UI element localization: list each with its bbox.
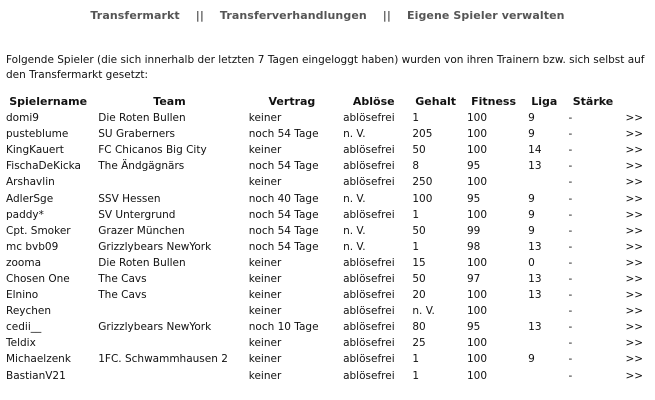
table-row <box>2 303 655 319</box>
strength-cell: - <box>568 305 573 318</box>
fitness-cell: 100 <box>466 337 488 350</box>
team-name-cell: Grizzlybears NewYork <box>98 240 212 253</box>
strength-cell: - <box>568 128 573 141</box>
table-row <box>2 271 655 287</box>
transfer-fee-cell: ablösefrei <box>343 305 395 318</box>
transfer-fee-cell: ablösefrei <box>343 160 395 173</box>
contract-cell: noch 10 Tage <box>248 321 319 334</box>
league-cell: 9 <box>528 208 535 221</box>
fitness-cell: 100 <box>466 305 488 318</box>
league-cell <box>524 368 564 384</box>
transfer-fee-cell: ablösefrei <box>343 256 395 269</box>
transfer-fee-cell: ablösefrei <box>343 321 395 334</box>
table-row <box>2 190 655 206</box>
team-name-cell: The Ändgägnärs <box>98 160 185 173</box>
league-cell: 0 <box>528 256 535 269</box>
fitness-cell: 98 <box>466 240 481 253</box>
strength-cell: - <box>568 112 573 125</box>
fitness-cell: 100 <box>466 369 488 382</box>
player-name-cell: Cpt. Smoker <box>6 224 71 237</box>
player-name-cell: Arshavlin <box>6 176 55 189</box>
team-name-cell: Grazer München <box>98 224 185 237</box>
salary-cell: 25 <box>412 337 426 350</box>
salary-cell: 250 <box>412 176 433 189</box>
contract-cell: noch 54 Tage <box>248 128 319 141</box>
player-detail-link[interactable]: >> <box>625 208 644 221</box>
detail-link-cell <box>621 223 655 239</box>
team-name-cell: Die Roten Bullen <box>98 112 186 125</box>
league-cell <box>524 174 564 190</box>
header-abloese: Ablöse <box>352 95 395 108</box>
team-name-cell <box>94 335 245 351</box>
league-cell: 9 <box>528 224 535 237</box>
fitness-cell: 95 <box>466 160 481 173</box>
detail-link-cell <box>621 142 655 158</box>
table-row <box>2 207 655 223</box>
salary-cell: 1 <box>412 353 420 366</box>
fitness-cell: 100 <box>466 208 488 221</box>
detail-link-cell <box>621 255 655 271</box>
player-name-cell: paddy* <box>6 208 44 221</box>
player-name-cell: Elnino <box>6 289 39 302</box>
transfer-fee-cell: ablösefrei <box>343 337 395 350</box>
transfer-fee-cell: ablösefrei <box>343 208 395 221</box>
league-cell: 13 <box>528 321 542 334</box>
nav-transferverhandlungen[interactable]: Transferverhandlungen <box>219 9 367 22</box>
player-detail-link[interactable]: >> <box>625 289 644 302</box>
strength-cell: - <box>568 337 573 350</box>
fitness-cell: 100 <box>466 353 488 366</box>
detail-link-cell <box>621 368 655 384</box>
detail-link-cell <box>621 110 655 126</box>
player-detail-link[interactable]: >> <box>625 240 644 253</box>
league-cell <box>524 335 564 351</box>
fitness-cell: 100 <box>466 144 488 157</box>
player-detail-link[interactable]: >> <box>625 112 644 125</box>
strength-cell: - <box>568 272 573 285</box>
league-cell: 9 <box>528 192 535 205</box>
fitness-cell: 95 <box>466 192 481 205</box>
fitness-cell: 95 <box>466 321 481 334</box>
table-row <box>2 142 655 158</box>
fitness-cell: 100 <box>466 176 488 189</box>
top-navigation <box>0 9 655 22</box>
strength-cell: - <box>568 353 573 366</box>
header-team: Team <box>153 95 186 108</box>
transfer-fee-cell: n. V. <box>343 224 366 237</box>
fitness-cell: 99 <box>466 224 481 237</box>
contract-cell: noch 54 Tage <box>248 160 319 173</box>
contract-cell: keiner <box>248 112 282 125</box>
contract-cell: keiner <box>248 305 282 318</box>
player-detail-link[interactable]: >> <box>625 369 644 382</box>
contract-cell: keiner <box>248 353 282 366</box>
player-detail-link[interactable]: >> <box>625 305 644 318</box>
team-name-cell: Grizzlybears NewYork <box>98 321 212 334</box>
salary-cell: 80 <box>412 321 426 334</box>
detail-link-cell <box>621 158 655 174</box>
team-name-cell: SSV Hessen <box>98 192 161 205</box>
salary-cell: 50 <box>412 272 426 285</box>
player-detail-link[interactable]: >> <box>625 160 644 173</box>
detail-link-cell <box>621 207 655 223</box>
salary-cell: 20 <box>412 289 426 302</box>
contract-cell: noch 40 Tage <box>248 192 319 205</box>
player-detail-link[interactable]: >> <box>625 128 644 141</box>
salary-cell: 1 <box>412 112 420 125</box>
transfer-fee-cell: ablösefrei <box>343 353 395 366</box>
player-name-cell: BastianV21 <box>6 369 66 382</box>
player-name-cell: Reychen <box>6 305 52 318</box>
salary-cell: 1 <box>412 208 420 221</box>
contract-cell: noch 54 Tage <box>248 208 319 221</box>
detail-link-cell <box>621 351 655 367</box>
contract-cell: keiner <box>248 144 282 157</box>
team-name-cell: FC Chicanos Big City <box>98 144 207 157</box>
detail-link-cell <box>621 126 655 142</box>
player-name-cell: FischaDeKicka <box>6 160 81 173</box>
table-row <box>2 174 655 190</box>
detail-link-cell <box>621 303 655 319</box>
nav-eigene-spieler-verwalten[interactable]: Eigene Spieler verwalten <box>406 9 565 22</box>
contract-cell: keiner <box>248 369 282 382</box>
salary-cell: 15 <box>412 256 426 269</box>
table-header-row <box>2 93 655 110</box>
contract-cell: keiner <box>248 289 282 302</box>
strength-cell: - <box>568 289 573 302</box>
league-cell: 13 <box>528 240 542 253</box>
detail-link-cell <box>621 174 655 190</box>
salary-cell: 1 <box>412 369 420 382</box>
player-detail-link[interactable]: >> <box>625 337 644 350</box>
transfer-fee-cell: ablösefrei <box>343 369 395 382</box>
header-fitness: Fitness <box>471 95 517 108</box>
table-row <box>2 319 655 335</box>
header-gehalt: Gehalt <box>415 95 457 108</box>
league-cell: 14 <box>528 144 542 157</box>
strength-cell: - <box>568 208 573 221</box>
header-staerke: Stärke <box>572 95 614 108</box>
header-action <box>621 93 655 110</box>
player-name-cell: mc bvb09 <box>6 240 59 253</box>
detail-link-cell <box>621 271 655 287</box>
transfer-fee-cell: ablösefrei <box>343 289 395 302</box>
transfer-fee-cell: ablösefrei <box>343 144 395 157</box>
salary-cell: 50 <box>412 144 426 157</box>
contract-cell: keiner <box>248 337 282 350</box>
strength-cell: - <box>568 256 573 269</box>
header-spielername: Spielername <box>9 95 88 108</box>
table-row <box>2 223 655 239</box>
detail-link-cell <box>621 287 655 303</box>
table-row <box>2 158 655 174</box>
transfer-fee-cell: ablösefrei <box>343 176 395 189</box>
detail-link-cell <box>621 319 655 335</box>
header-liga: Liga <box>531 95 558 108</box>
player-name-cell: Teldix <box>6 337 36 350</box>
fitness-cell: 100 <box>466 289 488 302</box>
transfer-fee-cell: ablösefrei <box>343 272 395 285</box>
salary-cell: 8 <box>412 160 420 173</box>
player-name-cell: Chosen One <box>6 272 70 285</box>
player-name-cell: KingKauert <box>6 144 64 157</box>
transfer-fee-cell: n. V. <box>343 192 366 205</box>
table-row <box>2 255 655 271</box>
league-cell: 13 <box>528 289 542 302</box>
player-name-cell: pusteblume <box>6 128 69 141</box>
team-name-cell: Die Roten Bullen <box>98 256 186 269</box>
league-cell: 9 <box>528 128 535 141</box>
strength-cell: - <box>568 240 573 253</box>
transfer-fee-cell: ablösefrei <box>343 112 395 125</box>
detail-link-cell <box>621 335 655 351</box>
team-name-cell: The Cavs <box>98 272 147 285</box>
league-cell: 13 <box>528 272 542 285</box>
team-name-cell <box>94 368 245 384</box>
team-name-cell <box>94 303 245 319</box>
player-detail-link[interactable]: >> <box>625 224 644 237</box>
salary-cell: 1 <box>412 240 420 253</box>
team-name-cell: SU Graberners <box>98 128 175 141</box>
player-name-cell: domi9 <box>6 112 39 125</box>
salary-cell: n. V. <box>412 305 435 318</box>
contract-cell: noch 54 Tage <box>248 240 319 253</box>
strength-cell: - <box>568 176 573 189</box>
strength-cell: - <box>568 192 573 205</box>
league-cell: 9 <box>528 112 535 125</box>
salary-cell: 205 <box>412 128 433 141</box>
table-row <box>2 239 655 255</box>
player-detail-link[interactable]: >> <box>625 144 644 157</box>
intro-text: Folgende Spieler (die sich innerhalb der letzten 7 Tagen eingeloggt haben) wurden von ihren Trainern bzw. sich selbst auf den Transfermarkt gesetzt: <box>6 54 645 81</box>
strength-cell: - <box>568 160 573 173</box>
salary-cell: 50 <box>412 224 426 237</box>
nav-transfermarkt[interactable]: Transfermarkt <box>90 9 180 22</box>
team-name-cell <box>94 174 245 190</box>
strength-cell: - <box>568 144 573 157</box>
contract-cell: noch 54 Tage <box>248 224 319 237</box>
player-detail-link[interactable]: >> <box>625 176 644 189</box>
team-name-cell: The Cavs <box>98 289 147 302</box>
transfer-players-table <box>2 93 655 384</box>
table-row <box>2 351 655 367</box>
nav-separator: || <box>195 9 204 22</box>
league-cell: 13 <box>528 160 542 173</box>
detail-link-cell <box>621 239 655 255</box>
contract-cell: keiner <box>248 272 282 285</box>
strength-cell: - <box>568 224 573 237</box>
table-row <box>2 368 655 384</box>
player-name-cell: zooma <box>6 256 42 269</box>
nav-separator: || <box>382 9 392 22</box>
detail-link-cell <box>621 190 655 206</box>
contract-cell: keiner <box>248 256 282 269</box>
transfer-fee-cell: n. V. <box>343 128 366 141</box>
player-name-cell: AdlerSge <box>6 192 54 205</box>
table-row <box>2 126 655 142</box>
strength-cell: - <box>568 321 573 334</box>
table-row <box>2 287 655 303</box>
fitness-cell: 100 <box>466 256 488 269</box>
player-detail-link[interactable]: >> <box>625 353 644 366</box>
player-name-cell: Michaelzenk <box>6 353 71 366</box>
table-row <box>2 335 655 351</box>
header-vertrag: Vertrag <box>268 95 316 108</box>
salary-cell: 100 <box>412 192 433 205</box>
fitness-cell: 100 <box>466 112 488 125</box>
transfer-fee-cell: n. V. <box>343 240 366 253</box>
league-cell: 9 <box>528 353 535 366</box>
team-name-cell: SV Untergrund <box>98 208 176 221</box>
team-name-cell: 1FC. Schwammhausen 2 <box>98 353 228 366</box>
strength-cell: - <box>568 369 573 382</box>
table-row <box>2 110 655 126</box>
contract-cell: keiner <box>248 176 282 189</box>
player-name-cell: cedii__ <box>6 321 42 334</box>
league-cell <box>524 303 564 319</box>
player-detail-link[interactable]: >> <box>625 321 644 334</box>
player-detail-link[interactable]: >> <box>625 192 644 205</box>
player-detail-link[interactable]: >> <box>625 256 644 269</box>
player-detail-link[interactable]: >> <box>625 272 644 285</box>
fitness-cell: 97 <box>466 272 481 285</box>
fitness-cell: 100 <box>466 128 488 141</box>
